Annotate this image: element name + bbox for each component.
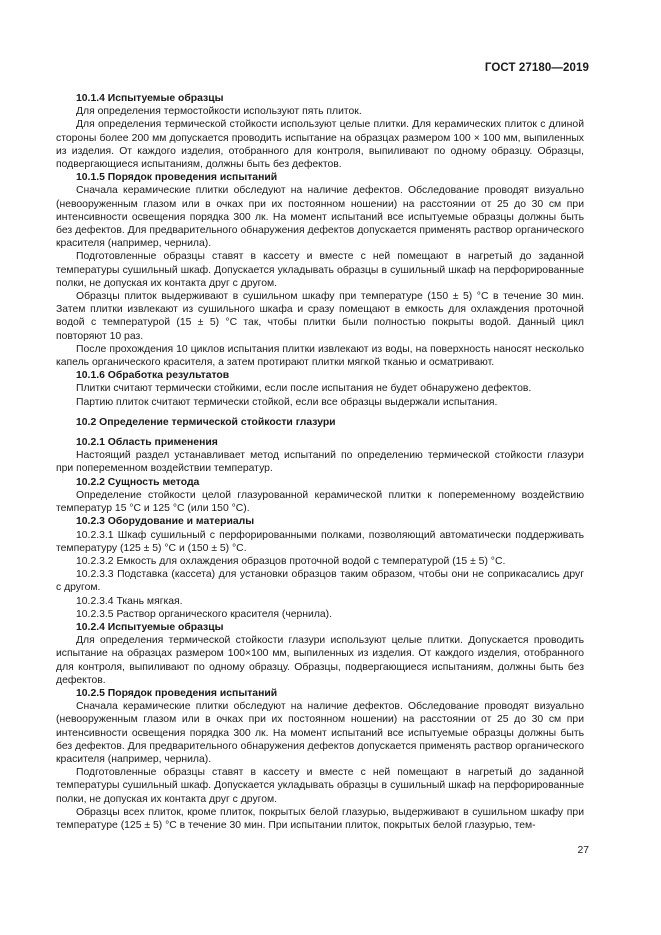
paragraph: Настоящий раздел устанавливает метод испытаний по определению термической стойкости глазури при попеременном воздействии температур. xyxy=(56,450,584,475)
list-item: 10.2.3.2 Емкость для охлаждения образцов проточной водой с температурой (15 ± 5) °С. xyxy=(76,555,506,567)
section-heading: 10.2.2 Сущность метода xyxy=(76,476,200,488)
section-heading: 10.2.3 Оборудование и материалы xyxy=(76,516,255,528)
paragraph: Плитки считают термически стойкими, если после испытания не будет обнаружено дефектов. xyxy=(76,383,532,395)
section-spacer xyxy=(56,429,584,436)
section-heading: 10.1.6 Обработка результатов xyxy=(76,370,230,382)
section-heading: 10.1.5 Порядок проведения испытаний xyxy=(76,172,278,184)
paragraph: Образцы плиток выдерживают в сушильном шкафу при температуре (150 ± 5) °С в течение 30 мин. Затем плитки извлекают из сушильного шкафа и сразу помещают в емкость для охлаждения проточной водой с температурой (15 ± 5) °С так, чтобы плитки были полностью покрыты водой. Данный цикл повторяют 10 раз. xyxy=(56,291,584,342)
section-heading: 10.2 Определение термической стойкости глазури xyxy=(76,416,336,428)
list-item: 10.2.3.1 Шкаф сушильный с перфорированными полками, позволяющий автоматически поддерживать температуру (125 ± 5) °С и (150 ± 5) °С. xyxy=(56,529,584,554)
paragraph: Сначала керамические плитки обследуют на наличие дефектов. Обследование проводят визуально (невооруженным глазом или в очках при их постоянном ношении) на расстоянии от 25 до 30 см при интенсивности освещения порядка 300 лк. На момент испытаний все испытуемые образцы должны быть без дефектов. Для предварительного обнаружения дефектов допускается применять раствор органического красителя (например, чернила). xyxy=(56,185,584,250)
paragraph: Для определения термической стойкости глазури используют целые плитки. Допускается проводить испытание на образцах размером 100×100 мм, выпиленных из изделия. От каждого изделия, отобранного для контроля, выпиливают по одному образцу. Образцы, подвергающиеся испытаниям, должны быть без дефектов. xyxy=(56,635,584,686)
paragraph: Партию плиток считают термически стойкой, если все образцы выдержали испытания. xyxy=(76,396,498,408)
list-item: 10.2.3.5 Раствор органического красителя (чернила). xyxy=(76,608,333,620)
document-body xyxy=(56,92,584,832)
section-heading: 10.2.1 Область применения xyxy=(76,437,218,449)
paragraph: После прохождения 10 циклов испытания плитки извлекают из воды, на поверхность наносят несколько капель органического красителя, а затем протирают плитки мягкой тканью и осматривают. xyxy=(56,343,584,369)
section-heading: 10.2.5 Порядок проведения испытаний xyxy=(76,687,278,699)
document-header: ГОСТ 27180—2019 xyxy=(484,62,589,74)
paragraph: Образцы всех плиток, кроме плиток, покрытых белой глазурью, выдерживают в сушильном шкафу при температуре (125 ± 5) °С в течение 30 мин. При испытании плиток, покрытых белой глазурью, тем- xyxy=(56,806,584,831)
paragraph: Подготовленные образцы ставят в кассету и вместе с ней помещают в нагретый до заданной температуры сушильный шкаф. Допускается укладывать образцы в сушильный шкаф на перфорированные полки, не допуская их контакта друг с другом. xyxy=(56,251,584,289)
paragraph: Для определения термостойкости используют пять плиток. xyxy=(76,106,362,118)
paragraph: Определение стойкости целой глазурованной керамической плитки к попеременному воздействию температур 15 °С и 125 °С (или 150 °С). xyxy=(56,489,584,515)
paragraph: Сначала керамические плитки обследуют на наличие дефектов. Обследование проводят визуально (невооруженным глазом или в очках при их постоянном ношении) на расстоянии от 25 до 30 см при интенсивности освещения порядка 300 лк. На момент испытаний все испытуемые образцы должны быть без дефектов. Для предварительного обнаружения дефектов допускается применять раствор органического красителя (например, чернила). xyxy=(56,701,584,765)
list-item: 10.2.3.3 Подставка (кассета) для установки образцов таким образом, чтобы они не соприкасались друг с другом. xyxy=(56,569,584,594)
section-heading: 10.2.4 Испытуемые образцы xyxy=(76,621,224,633)
page-number: 27 xyxy=(577,845,589,856)
list-item: 10.2.3.4 Ткань мягкая. xyxy=(76,595,183,607)
paragraph: Подготовленные образцы ставят в кассету и вместе с ней помещают в нагретый до заданной температуры сушильный шкаф. Допускается укладывать образцы в сушильный шкаф на перфорированные полки, не допуская их контакта друг с другом. xyxy=(56,767,584,805)
section-heading: 10.1.4 Испытуемые образцы xyxy=(76,93,224,104)
paragraph: Для определения термической стойкости используют целые плитки. Для керамических плиток с длиной стороны более 200 мм допускается проводить испытание на образцах размером 100 × 100 мм, выпиленных из изделия. От каждого изделия, отобранного для контроля, выпиливают по одному образцу. Образцы, подвергающиеся испытаниям, должны быть без дефектов. xyxy=(56,119,584,171)
section-spacer xyxy=(56,409,584,416)
